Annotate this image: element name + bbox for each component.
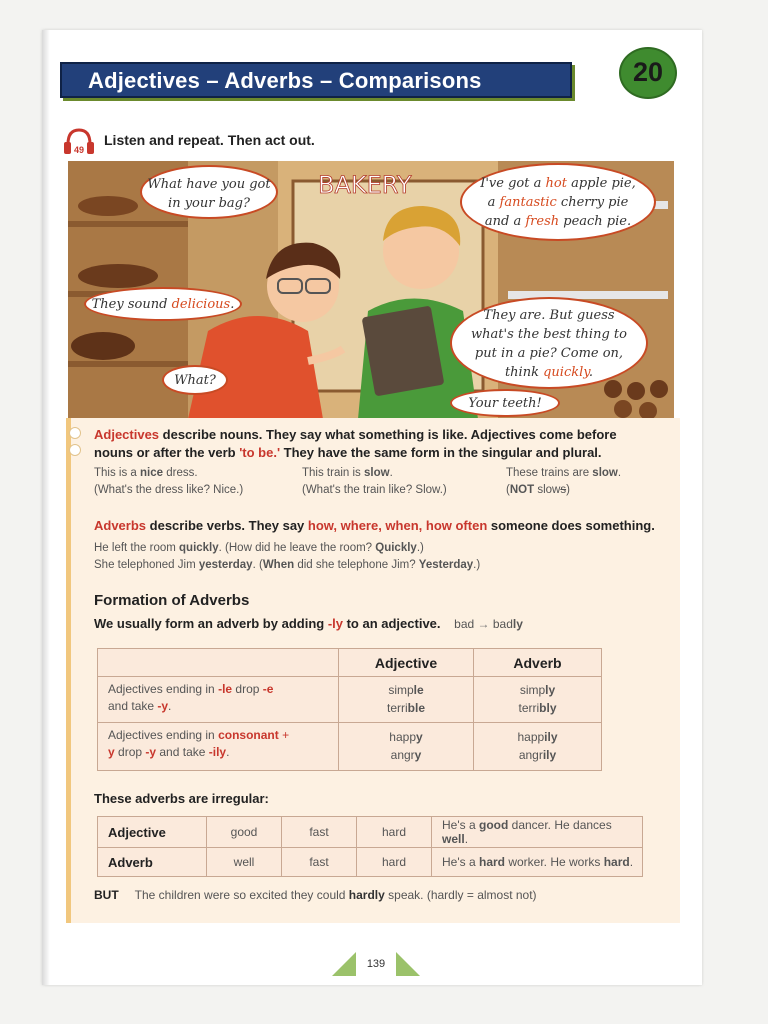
not-label: NOT — [509, 484, 535, 497]
formation-rule — [94, 615, 523, 633]
speech-bubble-delicious — [84, 287, 242, 321]
table-cell: fast — [282, 848, 357, 877]
bubble-line: They are. But guess — [483, 308, 615, 323]
bubble-text: What? — [174, 373, 216, 388]
bubble-text: apple pie, — [566, 176, 636, 191]
bakery-sign: BAKERY — [318, 171, 412, 199]
cell-highlight: -ily — [208, 745, 227, 760]
table-row — [98, 723, 602, 771]
bakery-illustration — [68, 161, 674, 419]
example-sentence — [432, 848, 643, 877]
example-bold: Yesterday — [418, 559, 474, 572]
table-header-row — [98, 649, 602, 677]
highlight-word: hot — [545, 176, 567, 191]
page-footer — [332, 952, 420, 976]
bubble-text: and a — [484, 213, 526, 229]
speech-bubble-pies — [460, 163, 656, 241]
speech-bubble-teeth — [450, 389, 560, 417]
headphones-icon[interactable] — [62, 124, 96, 158]
adjective-example-3 — [506, 465, 621, 500]
example-bold: nice — [140, 467, 164, 479]
cell-bold: hard — [478, 855, 505, 869]
example-bold: When — [262, 559, 295, 572]
rule-text: We usually form an adverb by adding — [94, 616, 328, 631]
term-to-be: 'to be.' — [239, 445, 281, 461]
example-text: This train is — [302, 467, 364, 479]
table-row — [98, 817, 643, 848]
rule-text: to an adjective. — [342, 616, 441, 631]
unit-title: Adjectives – Adverbs – Comparisons — [88, 68, 482, 93]
bubble-line: put in a pie? Come on, — [474, 345, 624, 361]
note-text: The children were so excited they could — [134, 888, 349, 902]
example-text: . — [389, 467, 393, 479]
cell-text: terri — [386, 700, 408, 715]
page-number: 139 — [366, 958, 386, 970]
cell-highlight: -y — [145, 745, 157, 760]
bubble-line: what's the best thing to — [471, 326, 627, 342]
cell-text: and take — [156, 745, 209, 760]
bubble-text: . — [588, 364, 594, 380]
cell-highlight: y — [108, 745, 115, 760]
cell-bold: ble — [407, 700, 425, 715]
note-text: speak. (hardly = almost not) — [384, 888, 537, 902]
adverb-rule — [94, 517, 684, 535]
formation-table — [97, 648, 602, 771]
example-text: dress. — [163, 467, 198, 479]
highlight-word: delicious — [171, 297, 231, 312]
rule-cell — [98, 677, 339, 723]
unit-title-bar — [60, 62, 572, 98]
table-header — [98, 649, 339, 677]
unit-number-badge — [619, 47, 677, 99]
example-text: ) — [566, 484, 570, 497]
speech-bubble-question — [140, 165, 278, 219]
table-cell: hard — [357, 817, 432, 848]
adjective-example-1 — [94, 465, 243, 500]
cell-text: terri — [518, 700, 540, 715]
cell-bold: y — [416, 730, 423, 745]
cell-text: . — [226, 745, 230, 760]
highlight-word: fresh — [525, 213, 560, 229]
but-note — [94, 886, 537, 904]
term-adjectives: Adjectives — [94, 427, 160, 442]
adverb-examples — [94, 540, 480, 575]
table-cell: well — [207, 848, 282, 877]
cell-text: dancer. He dances — [508, 818, 612, 832]
cell-text: drop — [232, 682, 263, 696]
highlight-word: quickly — [543, 364, 589, 380]
cell-text: worker. He works — [505, 855, 604, 869]
rule-cell — [98, 723, 339, 771]
rule-text: nouns or after the verb — [94, 445, 240, 461]
cell-highlight: + — [278, 728, 290, 742]
adverb-cell — [474, 723, 602, 771]
adjective-rule — [94, 426, 684, 462]
cell-bold: ly — [545, 683, 556, 698]
example-text: .) — [473, 559, 481, 572]
bubble-text: cherry pie — [556, 194, 629, 210]
bubble-line: What have you got — [147, 177, 271, 192]
adjective-cell — [339, 723, 474, 771]
formation-example — [454, 617, 523, 631]
irregular-heading: These adverbs are irregular: — [94, 791, 269, 806]
example-text: .) — [416, 542, 424, 554]
example-bold: yesterday — [198, 559, 253, 572]
suffix-ly: -ly — [327, 616, 343, 631]
speech-bubble-guess — [450, 297, 648, 389]
example-text: . — [617, 467, 622, 479]
table-header: Adjective — [339, 649, 474, 677]
cell-text: angr — [390, 747, 415, 762]
cell-text: and take — [108, 699, 158, 714]
term-adverbs: Adverbs — [94, 518, 147, 533]
example-bold: slow — [592, 467, 618, 479]
but-label: BUT — [94, 888, 119, 902]
table-cell: fast — [282, 817, 357, 848]
adverb-questions: how, where, when, how often — [307, 518, 488, 533]
bullet-dot — [69, 444, 81, 456]
cell-text: simp — [519, 683, 546, 698]
cell-highlight: -le — [218, 682, 233, 696]
bubble-text: . — [230, 297, 235, 312]
highlight-word: fantastic — [499, 194, 557, 210]
example-sentence — [432, 817, 643, 848]
adverb-cell — [474, 677, 602, 723]
bullet-dot — [69, 427, 81, 439]
cell-text: happ — [389, 730, 416, 745]
cell-text: simp — [388, 683, 414, 698]
cell-bold: ily — [542, 747, 557, 762]
cell-text: . — [464, 832, 469, 846]
cell-text: angr — [518, 747, 543, 762]
example-bold: slow — [364, 467, 390, 479]
cell-bold: ily — [544, 730, 558, 745]
page-binding — [42, 30, 50, 985]
cell-bold: well — [442, 832, 465, 846]
cell-bold: good — [478, 818, 509, 832]
example-text: bad — [454, 617, 475, 631]
cell-text: Adjectives ending in — [108, 728, 219, 742]
cell-text: He's a — [442, 818, 479, 832]
table-row — [98, 848, 643, 877]
bubble-text: think — [504, 364, 544, 380]
bubble-text: Your teeth! — [468, 396, 542, 411]
unit-number: 20 — [632, 57, 664, 87]
cell-text: Adjectives ending in — [108, 682, 219, 696]
example-text: He left the room — [94, 542, 180, 554]
cell-text: drop — [114, 745, 146, 760]
example-bold: quickly — [179, 542, 219, 554]
adjective-cell — [339, 677, 474, 723]
rule-text: describe nouns. They say what something is like. Adjectives come before — [159, 427, 617, 442]
example-bold: Quickly — [375, 542, 417, 554]
cell-bold: y — [414, 747, 422, 762]
table-header: Adverb — [474, 649, 602, 677]
rule-text: They have the same form in the singular and plural. — [280, 445, 602, 461]
bubble-text: I've got a — [480, 176, 546, 191]
example-text: did she telephone Jim? — [294, 559, 419, 572]
table-row — [98, 677, 602, 723]
cell-bold: bly — [539, 700, 557, 715]
cell-highlight: -e — [262, 682, 274, 696]
note-bold: hardly — [348, 888, 385, 902]
bubble-text: peach pie. — [559, 213, 632, 229]
example-question: (What's the dress like? Nice.) — [94, 484, 244, 497]
table-cell: hard — [357, 848, 432, 877]
irregular-adverbs-table — [97, 816, 643, 877]
bubble-line: in your bag? — [168, 195, 250, 211]
cell-text: happ — [517, 730, 545, 745]
example-text: She telephoned Jim — [94, 559, 199, 572]
example-question: (What's the train like? Slow.) — [302, 484, 447, 497]
example-text: bad — [492, 617, 513, 631]
example-text: . (How did he leave the room? — [218, 542, 376, 554]
audio-track-number: 49 — [73, 145, 85, 155]
table-cell: good — [207, 817, 282, 848]
struck-letter: s — [560, 484, 567, 497]
rule-text: someone does something. — [487, 518, 655, 533]
instruction-text: Listen and repeat. Then act out. — [104, 132, 315, 148]
cell-highlight: consonant — [218, 728, 279, 742]
example-text: This is a — [94, 467, 141, 479]
rule-text: describe verbs. They say — [146, 518, 308, 533]
bubble-text: They sound — [91, 297, 172, 312]
row-label: Adverb — [98, 848, 207, 877]
bubble-text: a — [487, 194, 500, 210]
formation-heading: Formation of Adverbs — [94, 592, 250, 609]
example-text: These trains are — [506, 467, 593, 479]
adjective-example-2 — [302, 465, 447, 500]
example-text: ( — [506, 484, 510, 497]
example-text: slow — [534, 484, 561, 497]
cell-text: . — [168, 699, 172, 714]
cell-text: He's a — [442, 855, 479, 869]
cell-text: . — [629, 855, 634, 869]
cell-bold: hard — [603, 855, 630, 869]
arrow-icon: → — [477, 617, 490, 631]
row-label: Adjective — [98, 817, 207, 848]
speech-bubble-what — [162, 365, 228, 395]
example-bold: ly — [512, 617, 523, 631]
cell-highlight: -y — [157, 699, 169, 714]
example-text: . ( — [252, 559, 263, 572]
cell-bold: le — [413, 683, 424, 698]
